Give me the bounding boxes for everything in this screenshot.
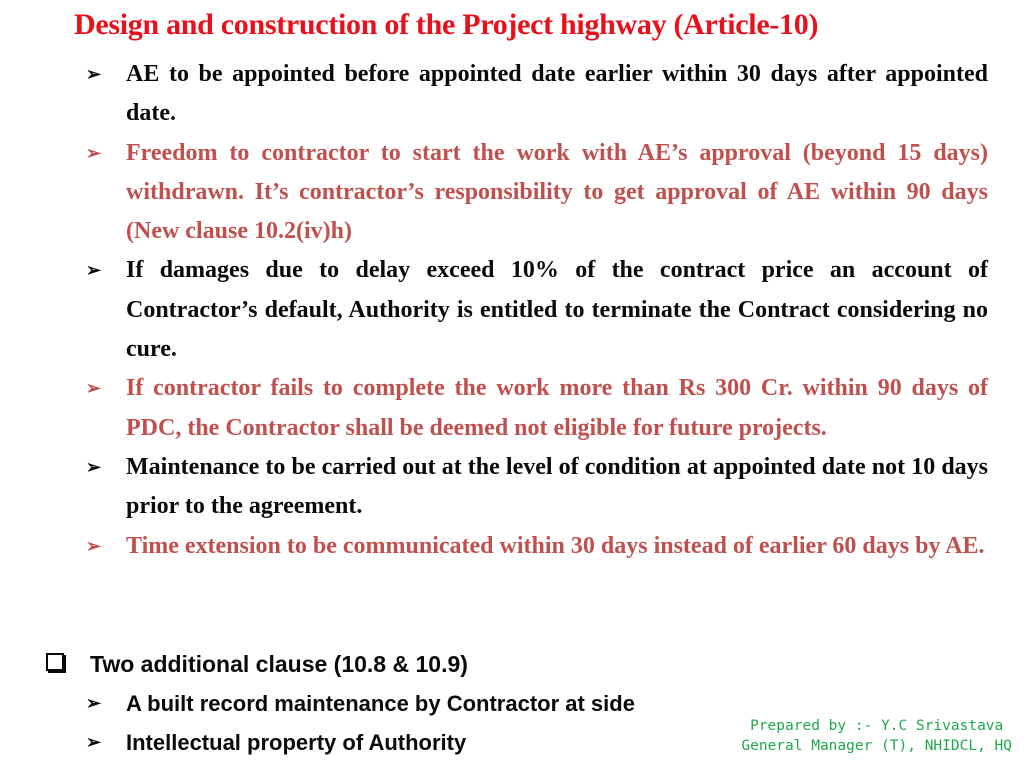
checkbox-square-bullet-icon: [46, 653, 64, 671]
bullet-item: [86, 55, 988, 134]
bullet-item: [86, 134, 988, 252]
bullet-text: Maintenance to be carried out at the level of condition at appointed date not 10 days prior to the agreement.: [126, 453, 988, 520]
credit-line-2: General Manager (T), NHIDCL, HQ: [741, 738, 1012, 754]
bullet-item: [86, 448, 988, 527]
section-item-text: Intellectual property of Authority: [126, 730, 467, 755]
section-item: [86, 684, 635, 723]
section-heading-text: Two additional clause (10.8 & 10.9): [90, 651, 468, 677]
bullet-text: If contractor fails to complete the work more than Rs 300 Cr. within 90 days of PDC, the Contractor shall be deemed not eligible for future projects.: [126, 375, 988, 441]
arrowhead-bullet-icon: ➢: [86, 732, 102, 752]
section-heading: [46, 645, 468, 683]
bullet-text: Time extension to be communicated within 30 days instead of earlier 60 days by AE.: [126, 532, 985, 559]
bullet-text: Freedom to contractor to start the work with AE’s approval (beyond 15 days) withdrawn. It’s contractor’s responsibility to get approval of AE within 90 days (New clause 10.2(iv)h): [126, 139, 988, 245]
bullet-item: [86, 369, 988, 448]
bullet-list: [86, 55, 988, 566]
arrowhead-bullet-icon: ➢: [86, 693, 102, 713]
arrowhead-bullet-icon: ➢: [86, 260, 102, 281]
arrowhead-bullet-icon: ➢: [86, 142, 102, 163]
section-item-list: [86, 684, 635, 762]
slide-title: Design and construction of the Project highway (Article-10): [74, 8, 819, 41]
section-item-text: A built record maintenance by Contractor at side: [126, 691, 635, 716]
arrowhead-bullet-icon: ➢: [86, 64, 102, 84]
credit-line-1: Prepared by :- Y.C Srivastava: [750, 718, 1004, 734]
author-credit: [741, 716, 1012, 756]
arrowhead-bullet-icon: ➢: [86, 535, 102, 556]
bullet-text: AE to be appointed before appointed date earlier within 30 days after appointed date.: [126, 61, 988, 127]
bullet-text: If damages due to delay exceed 10% of the contract price an account of Contractor’s default, Authority is entitled to terminate the Contract considering no cure.: [126, 257, 988, 363]
bullet-item: [86, 527, 988, 566]
arrowhead-bullet-icon: ➢: [86, 456, 102, 477]
bullet-item: [86, 251, 988, 369]
arrowhead-bullet-icon: ➢: [86, 378, 102, 399]
section-item: [86, 723, 635, 762]
